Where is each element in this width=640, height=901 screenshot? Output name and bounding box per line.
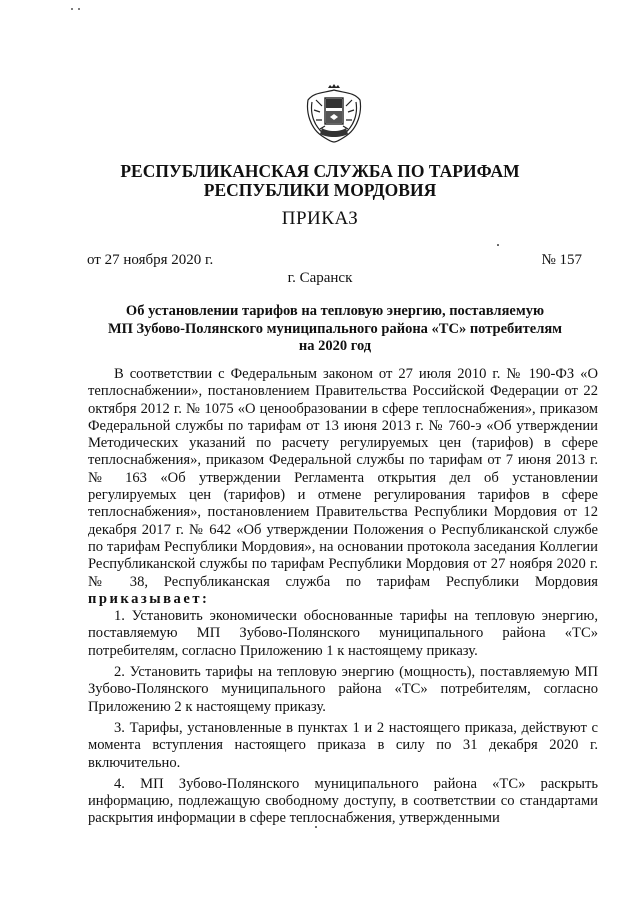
item-paragraph-1: 1. Установить экономически обоснованные тарифы на тепловую энергию, поставляемую МП Зубово-Полянского муниципального района «ТС» потребителям, согласно Приложению 1 к настоящему приказу. [88,608,598,659]
heading-line3: на 2020 год [298,338,372,354]
coat-of-arms-icon [302,84,366,146]
preamble-text: В соответствии с Федеральным законом от 27 июля 2010 г. № 190-ФЗ «О теплоснабжении», постановлением Правительства Российской Федерации от 22 октября 2012 г. № 1075 «О ценообразовании в сфере теплоснабжения», приказом Федеральной службы по тарифам от 13 июня 2013 г. № 760-э «Об утверждении Методических указаний по расчету регулируемых цен (тарифов) в сфере теплоснабжения», приказом Федеральной службы по тарифам от 7 июня 2013 г. № 163 «Об утверждении Регламента открытия дел об установлении регулируемых цен (тарифов) и отмене регулирования тарифов в сфере теплоснабжения», постановлением Правительства Республики Мордовия от 12 декабря 2017 г. № 642 «Об утверждении Положения о Республиканской службе по тарифам Республики Мордовия», на основании протокола заседания Коллегии Республиканской службы по тарифам Республики Мордовия от 27 ноября 2020 г. № 38, Республиканская служба по тарифам Республики Мордовия [88,366,598,590]
heading-line1: Об установлении тарифов на тепловую энергию, поставляемую [125,303,545,319]
heading-line2: МП Зубово-Полянского муниципального района «ТС» потребителям [107,320,563,337]
document-number: № 157 [541,252,582,268]
document-body [88,366,598,832]
item-paragraph-4: 4. МП Зубово-Полянского муниципального района «ТС» раскрыть информацию, подлежащую свободному доступу, в соответствии со стандартами раскрытия информации в сфере теплоснабжения, утвержденными [88,775,598,827]
document-type: ПРИКАЗ [281,208,359,229]
document-city: г. Саранск [287,270,353,286]
document-date: от 27 ноября 2020 г. [87,252,214,268]
org-title-line1: РЕСПУБЛИКАНСКАЯ СЛУЖБА ПО ТАРИФАМ [120,161,520,181]
scan-speck [78,8,80,10]
scan-speck [497,244,499,246]
item-paragraph-2: 2. Установить тарифы на тепловую энергию (мощность), поставляемую МП Зубово-Полянского муниципального района «ТС» потребителям, согласно Приложению 2 к настоящему приказу. [88,664,598,715]
document-heading [90,303,580,356]
preamble-paragraph [88,366,598,608]
item-paragraph-3: 3. Тарифы, установленные в пунктах 1 и 2 настоящего приказа, действуют с момента вступления настоящего приказа в силу по 31 декабря 2020 г. включительно. [88,719,598,771]
org-title-line2: РЕСПУБЛИКИ МОРДОВИЯ [203,180,437,200]
scan-speck [71,8,73,10]
decree-word: приказывает: [88,590,210,607]
